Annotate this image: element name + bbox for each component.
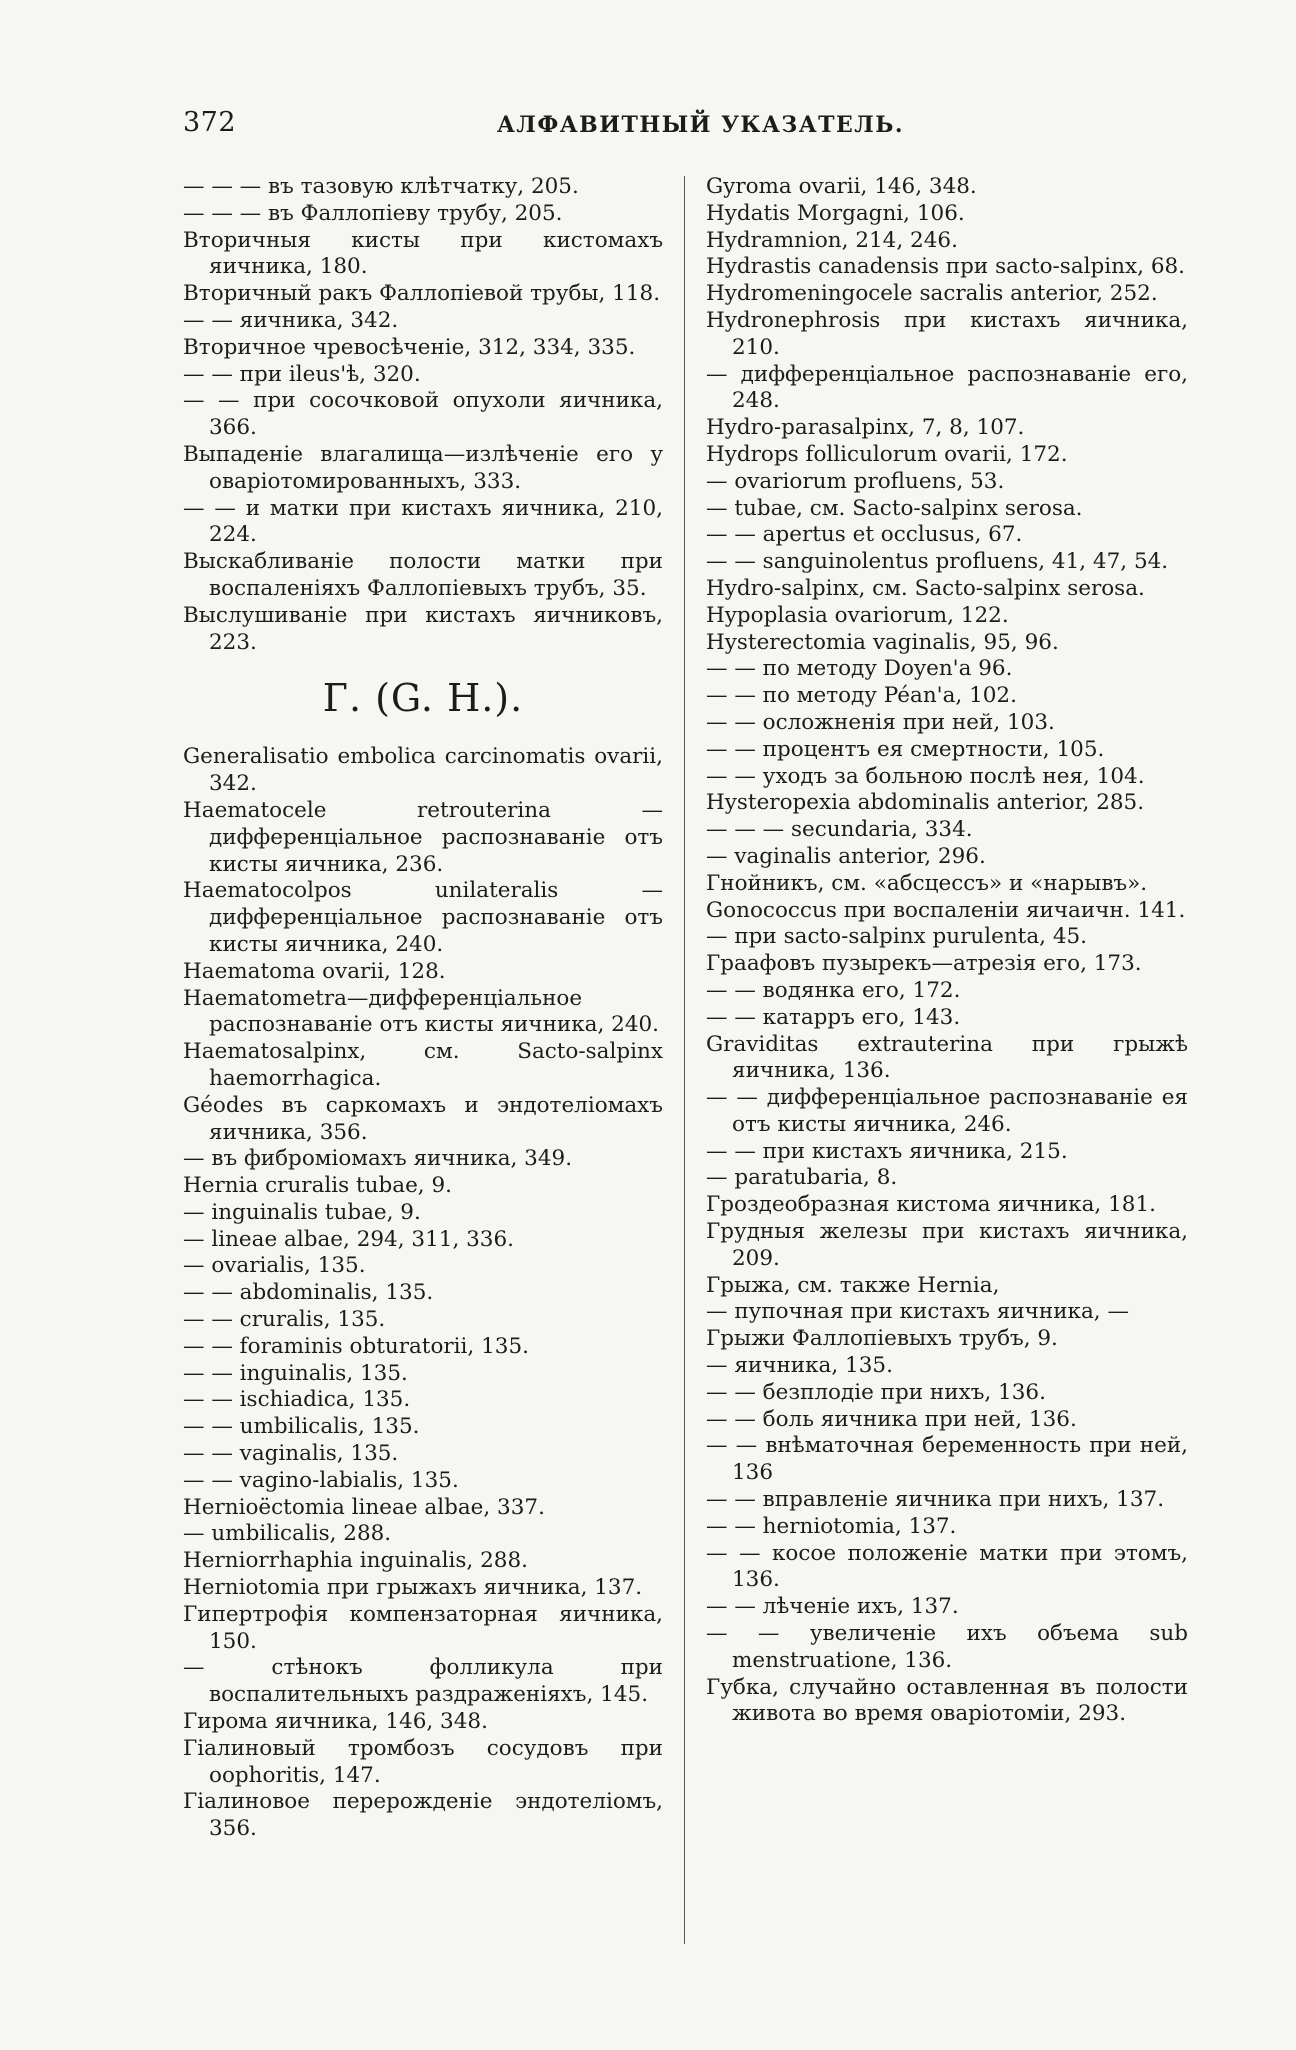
index-entry: — paratubaria, 8. [706,1165,898,1191]
running-head: АЛФАВИТНЫЙ УКАЗАТЕЛЬ. [497,112,905,138]
index-entry: — — катарръ его, 143. [706,1004,961,1030]
index-entry: — — umbilicalis, 135. [183,1414,420,1440]
index-entry: — — при кистахъ яичника, 215. [706,1138,1068,1164]
index-entry: — пупочная при кистахъ яичника, — [706,1299,1129,1325]
index-entry: Губка, случайно оставленная въ полости живота во время оваріотоміи, 293. [706,1674,1195,1727]
index-list-right [706,174,1195,1728]
index-entry: — — apertus et occlusus, 67. [706,522,1023,548]
index-entry: Hernia cruralis tubae, 9. [183,1173,452,1199]
index-entry: Géodes въ саркомахъ и эндотеліомахъ яичника, 356. [183,1092,670,1145]
index-entry: Hypoplasia ovariorum, 122. [706,602,1009,628]
index-entry: Haematosalpinx, см. Sacto-salpinx haemorrhagica. [183,1039,670,1091]
index-list-bottom [183,744,670,1843]
index-entry: Hernioëctomia lineae albae, 337. [183,1494,545,1520]
index-entry: — — foraminis obturatorii, 135. [183,1333,529,1359]
index-entry: — umbilicalis, 288. [183,1521,392,1547]
index-entry: — — vaginalis, 135. [183,1441,399,1467]
index-entry: Hydramnion, 214, 246. [706,227,958,253]
index-entry: — — яичника, 342. [183,307,399,333]
index-entry: Hydrastis canadensis при sacto-salpinx, 68. [706,254,1186,280]
index-entry: — ovariorum profluens, 53. [706,468,1005,494]
index-entry: — — sanguinolentus profluens, 41, 47, 54. [706,549,1169,575]
left-column [183,174,670,1843]
index-entry: — — процентъ ея смертности, 105. [706,736,1105,762]
index-entry: — — cruralis, 135. [183,1307,386,1333]
index-entry: — — при сосочковой опухоли яичника, 366. [183,388,670,441]
section-heading: Г. (G. H.). [322,676,524,721]
index-entry: — — косое положеніе матки при этомъ, 136. [706,1540,1195,1593]
column-divider [684,176,685,1944]
index-entry: — — inguinalis, 135. [183,1360,408,1386]
index-entry: — — безплодіе при нихъ, 136. [706,1379,1046,1405]
index-entry: — — осложненія при ней, 103. [706,709,1055,735]
index-entry: Gonococcus при воспаленіи яичаичн. 141. [706,897,1186,923]
index-entry: Грыжа, см. также Hernia, [706,1272,1000,1298]
index-entry: — — дифференціальное распознаваніе ея отъ кисты яичника, 246. [706,1085,1195,1137]
index-entry: Hysteropexia abdominalis anterior, 285. [706,790,1145,816]
index-entry: Hydrops folliculorum ovarii, 172. [706,441,1068,467]
index-entry: — — уходъ за больною послѣ нея, 104. [706,763,1145,789]
index-entry: Гирома яичника, 146, 348. [183,1709,488,1735]
index-entry: Hydro-salpinx, см. Sacto-salpinx serosa. [706,575,1145,601]
index-entry: Выскабливаніе полости матки при воспаленіяхъ Фаллопіевыхъ трубъ, 35. [183,549,670,601]
index-entry: — inguinalis tubae, 9. [183,1199,421,1225]
index-entry: Hydronephrosis при кистахъ яичника, 210. [706,307,1195,360]
index-entry: — при sacto-salpinx purulenta, 45. [706,924,1088,950]
index-entry: Вторичное чревосѣченіе, 312, 334, 335. [183,334,636,360]
index-entry: Грудныя железы при кистахъ яичника, 209. [706,1219,1195,1271]
index-entry: Гіалиновое перерожденіе эндотеліомъ, 356. [183,1789,670,1842]
index-entry: Haematoma ovarii, 128. [183,958,446,984]
index-entry: Hysterectomia vaginalis, 95, 96. [706,629,1059,655]
index-entry: — — — въ тазовую клѣтчатку, 205. [183,174,579,199]
index-entry: Gyroma ovarii, 146, 348. [706,174,977,199]
index-entry: Граафовъ пузырекъ—атрезія его, 173. [706,951,1142,977]
index-entry: — дифференціальное распознаваніе его, 248. [706,361,1195,414]
index-entry: — стѣнокъ фолликула при воспалительныхъ раздраженіяхъ, 145. [183,1655,670,1708]
index-entry: Гіалиновый тромбозъ сосудовъ при oophoritis, 147. [183,1735,670,1788]
page-number: 372 [183,107,237,138]
index-entry: — — — въ Фаллопіеву трубу, 205. [183,200,563,226]
right-column [706,174,1195,1728]
index-entry: — — ischiadica, 135. [183,1387,411,1413]
index-entry: — — внѣматочная беременность при ней, 136 [706,1433,1195,1486]
index-entry: Гроздеобразная кистома яичника, 181. [706,1192,1156,1218]
index-entry: — въ фиброміомахъ яичника, 349. [183,1146,573,1172]
index-entry: Hydro-parasalpinx, 7, 8, 107. [706,415,1025,441]
index-entry: Грыжи Фаллопіевыхъ трубъ, 9. [706,1326,1058,1352]
index-entry: — — — secundaria, 334. [706,817,973,843]
index-entry: — — вправленіе яичника при нихъ, 137. [706,1487,1165,1513]
index-entry: Гипертрофія компензаторная яичника, 150. [183,1601,670,1654]
index-list-top [183,174,670,656]
index-entry: — — vagino-labialis, 135. [183,1467,459,1493]
index-entry: Hydatis Morgagni, 106. [706,200,965,226]
index-entry: Graviditas extrauterina при грыжѣ яичника, 136. [706,1031,1195,1084]
index-entry: — — herniotomia, 137. [706,1513,957,1539]
index-entry: — — по методу Doyen'a 96. [706,656,1013,682]
index-entry: — tubae, см. Sacto-salpinx serosa. [706,495,1083,521]
index-entry: Hydromeningocele sacralis anterior, 252. [706,281,1158,307]
index-entry: — — увеличеніе ихъ объема sub menstruatione, 136. [706,1621,1195,1673]
index-entry: Haematocele retrouterina — дифференціальное распознаваніе отъ кисты яичника, 236. [183,797,670,877]
index-entry: Herniotomia при грыжахъ яичника, 137. [183,1575,643,1601]
index-entry: — — при ileus'ѣ, 320. [183,361,421,387]
index-entry: Вторичныя кисты при кистомахъ яичника, 180. [183,227,670,280]
index-entry: Haematometra—дифференціальное распознаваніе отъ кисты яичника, 240. [183,985,660,1038]
index-entry: Haematocolpos unilateralis — дифференціальное распознаваніе отъ кисты яичника, 240. [183,878,670,957]
index-entry: — — лѣченіе ихъ, 137. [706,1594,959,1620]
index-entry: — lineae albae, 294, 311, 336. [183,1226,514,1252]
index-entry: — vaginalis anterior, 296. [706,843,986,869]
index-entry: Гнойникъ, см. «абсцессъ» и «нарывъ». [706,870,1148,896]
index-entry: Выпаденіе влагалища—излѣченіе его у оваріотомированныхъ, 333. [183,441,670,494]
index-entry: Выслушиваніе при кистахъ яичниковъ, 223. [183,602,670,655]
index-entry: — — abdominalis, 135. [183,1280,434,1306]
index-entry: — — водянка его, 172. [706,977,961,1003]
index-entry: — — и матки при кистахъ яичника, 210, 224. [183,495,670,548]
index-entry: Вторичный ракъ Фаллопіевой трубы, 118. [183,281,661,307]
index-entry: Herniorrhaphia inguinalis, 288. [183,1548,528,1574]
index-entry: — яичника, 135. [706,1353,893,1379]
index-entry: — — боль яичника при ней, 136. [706,1406,1077,1432]
index-entry: — ovarialis, 135. [183,1253,366,1279]
index-entry: — — по методу Péan'a, 102. [706,683,1017,709]
index-entry: Generalisatio embolica carcinomatis ovarii, 342. [183,744,670,797]
